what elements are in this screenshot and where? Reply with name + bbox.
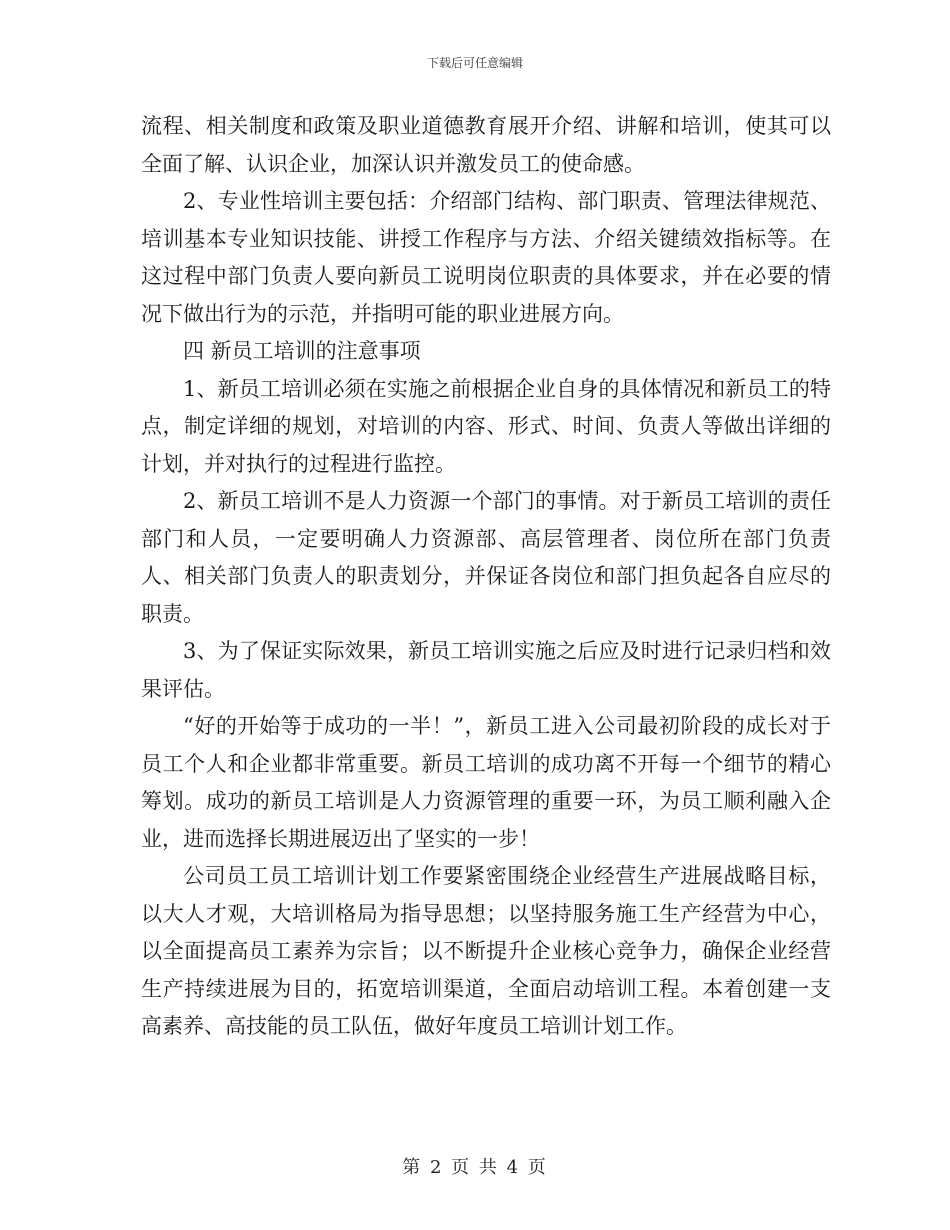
paragraph-continuation: 流程、相关制度和政策及职业道德教育展开介绍、讲解和培训，使其可以全面了解、认识企业，加深认识并激发员工的使命感。 — [141, 114, 831, 176]
paragraph-note-1: 1、新员工培训必须在实施之前根据企业自身的具体情况和新员工的特点，制定详细的规划，对培训的内容、形式、时间、负责人等做出详细的计划，并对执行的过程进行监控。 — [141, 376, 831, 476]
document-body — [141, 108, 831, 1046]
page-number: 第 2 页 共 4 页 — [402, 1157, 548, 1178]
section-heading-notes: 四 新员工培训的注意事项 — [183, 339, 421, 363]
paragraph-note-3: 3、为了保证实际效果，新员工培训实施之后应及时进行记录归档和效果评估。 — [141, 639, 831, 701]
paragraph-professional-training: 2、专业性培训主要包括：介绍部门结构、部门职责、管理法律规范、培训基本专业知识技能、讲授工作程序与方法、介绍关键绩效指标等。在这过程中部门负责人要向新员工说明岗位职责的具体要求，并在必要的情况下做出行为的示范，并指明可能的职业进展方向。 — [141, 189, 831, 326]
page-header-note: 下载后可任意编辑 — [426, 56, 523, 70]
paragraph-training-plan: 公司员工员工培训计划工作要紧密围绕企业经营生产进展战略目标，以大人才观，大培训格局为指导思想；以坚持服务施工生产经营为中心，以全面提高员工素养为宗旨；以不断提升企业核心竞争力，确保企业经营生产持续进展为目的，拓宽培训渠道，全面启动培训工程。本着创建一支高素养、高技能的员工队伍，做好年度员工培训计划工作。 — [141, 864, 831, 1038]
paragraph-note-2: 2、新员工培训不是人力资源一个部门的事情。对于新员工培训的责任部门和人员，一定要明确人力资源部、高层管理者、岗位所在部门负责人、相关部门负责人的职责划分，并保证各岗位和部门担负起各自应尽的职责。 — [141, 489, 831, 626]
paragraph-good-start: “好的开始等于成功的一半！”，新员工进入公司最初阶段的成长对于员工个人和企业都非常重要。新员工培训的成功离不开每一个细节的精心筹划。成功的新员工培训是人力资源管理的重要一环，为员工顺利融入企业，进而选择长期进展迈出了坚实的一步！ — [141, 714, 831, 851]
